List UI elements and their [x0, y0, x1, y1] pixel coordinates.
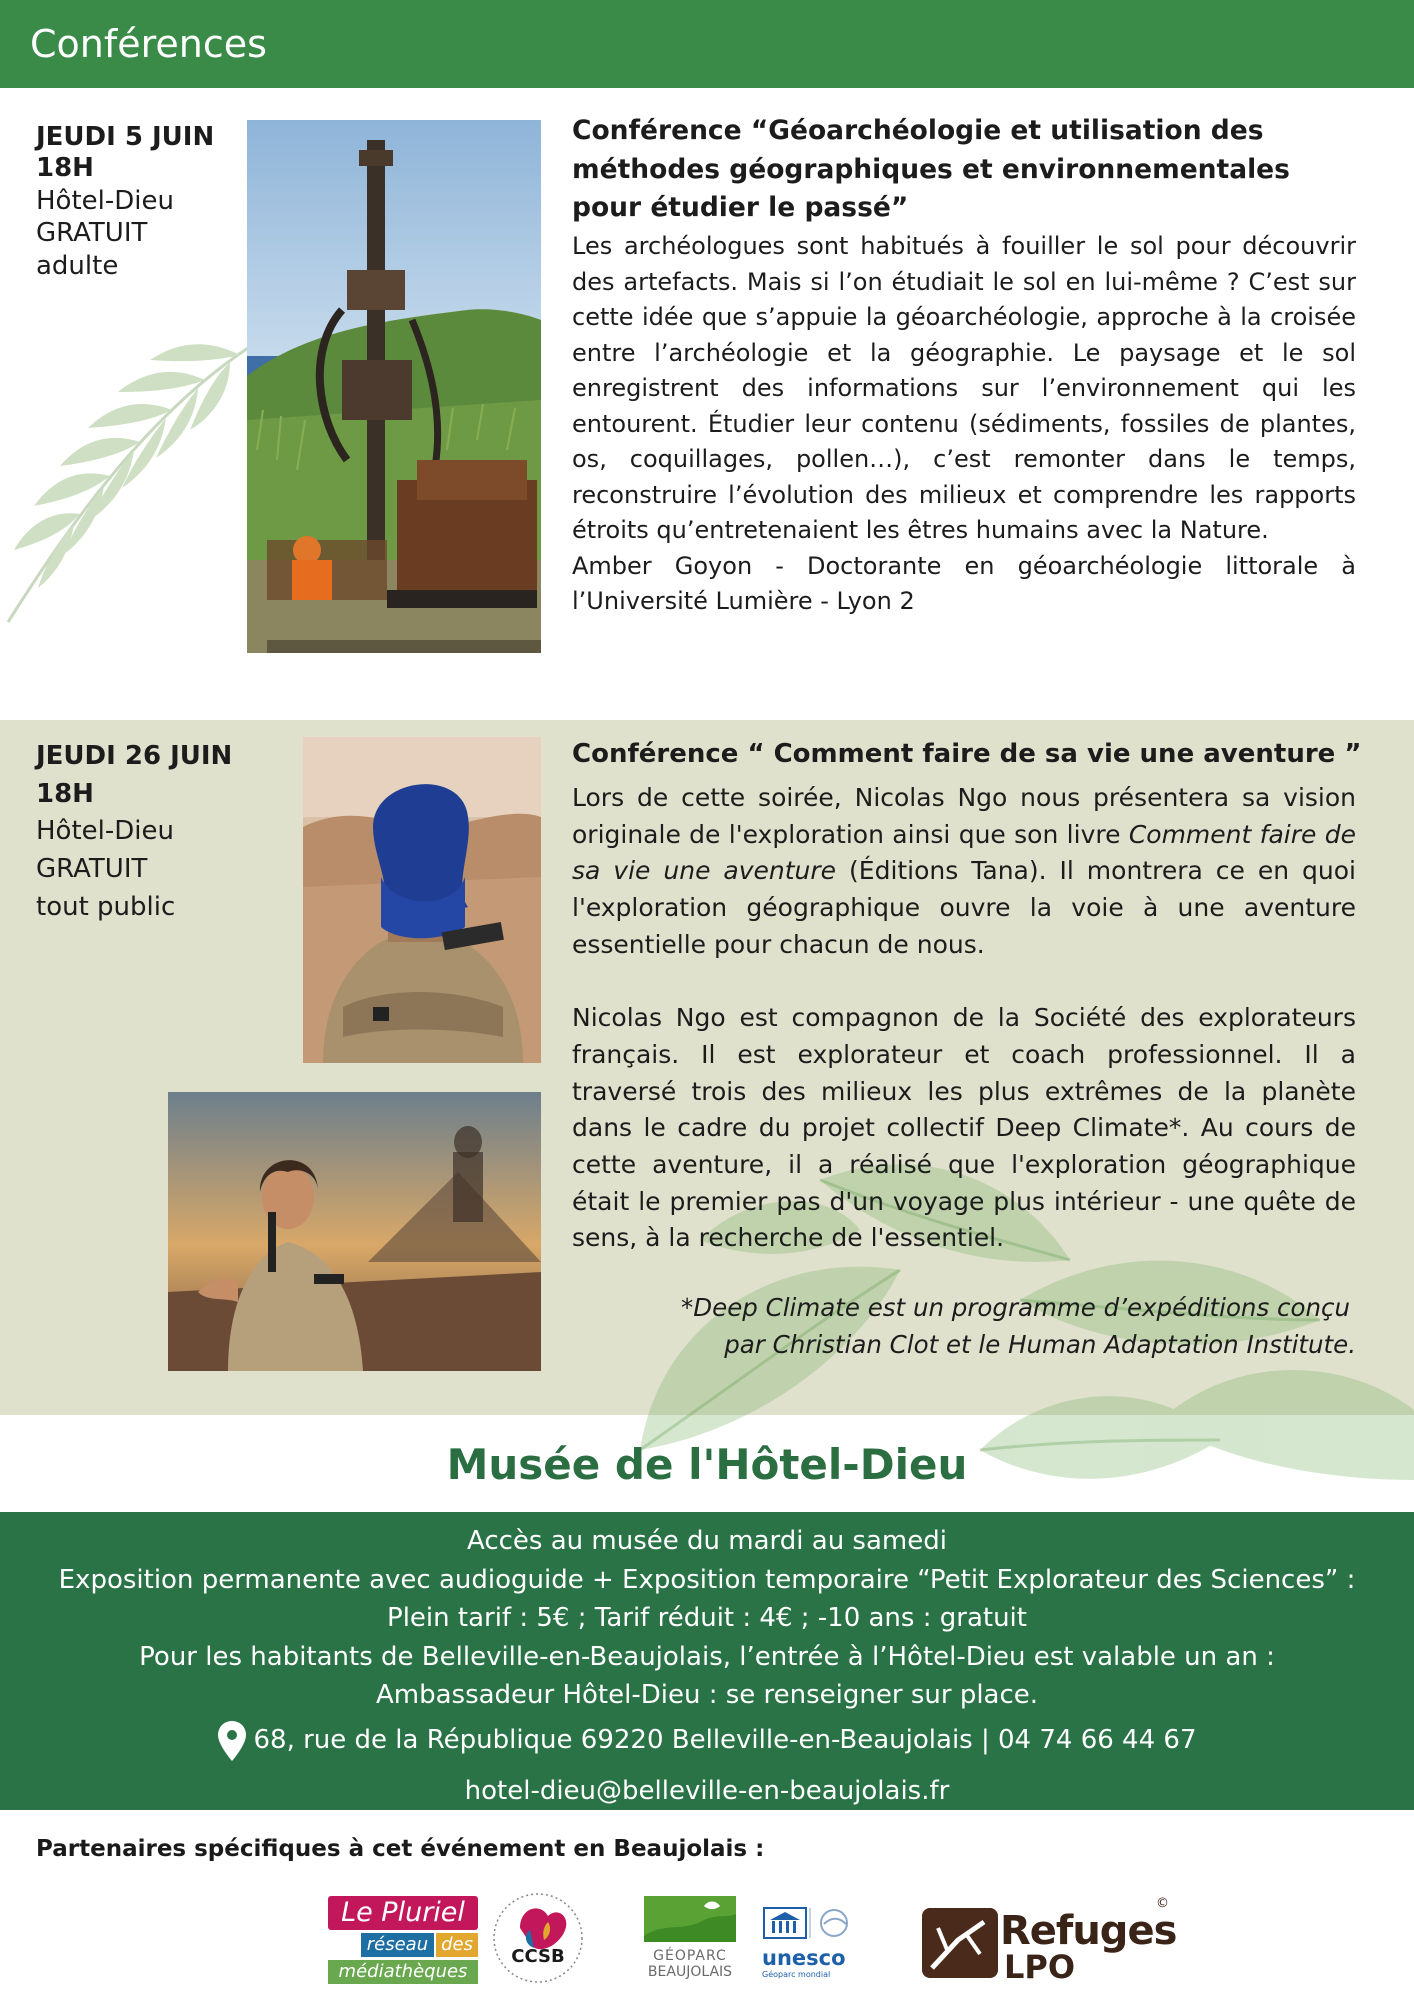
- conference1-speaker: Amber Goyon - Doctorante en géoarchéologie littorale à l’Université Lumière - Lyon 2: [572, 551, 1356, 615]
- le-pluriel-logo-title: Le Pluriel: [328, 1896, 478, 1930]
- conference1-date-block: [36, 122, 214, 284]
- conference1-title: Conférence “Géoarchéologie et utilisation des méthodes géographiques et environnementales pour étudier le passé”: [572, 115, 1290, 223]
- museum-address: 68, rue de la République 69220 Belleville-en-Beaujolais | 04 74 66 44 67: [253, 1725, 1197, 1756]
- museum-email[interactable]: hotel-dieu@belleville-en-beaujolais.fr: [464, 1776, 950, 1806]
- museum-info-line-2: Exposition permanente avec audioguide + Exposition temporaire “Petit Explorateur des Sciences” :: [58, 1564, 1356, 1595]
- explorer-portrait-photo: [303, 737, 541, 1063]
- museum-title: Musée de l'Hôtel-Dieu: [446, 1440, 968, 1489]
- header-bar: [0, 0, 1414, 88]
- museum-info-line-3: Plein tarif : 5€ ; Tarif réduit : 4€ ; -10 ans : gratuit: [387, 1603, 1027, 1633]
- le-pluriel-logo-des: des: [436, 1933, 478, 1957]
- palm-leaf-decoration: [0, 300, 260, 630]
- refuges-logo-text: Refuges: [1000, 1908, 1177, 1954]
- conference1-price: GRATUIT: [36, 217, 148, 248]
- conference2-footnote-line2: par Christian Clot et le Human Adaptation Institute.: [724, 1329, 1356, 1359]
- location-pin-icon: [218, 1721, 246, 1761]
- museum-info-line-1: Accès au musée du mardi au samedi: [467, 1526, 947, 1556]
- conference2-description: [572, 780, 1356, 1257]
- unesco-logo-text: unesco: [762, 1946, 846, 1970]
- conference1-place: Hôtel-Dieu: [36, 186, 174, 217]
- le-pluriel-logo: [328, 1896, 478, 1992]
- conference1-description: [572, 229, 1356, 620]
- page-title: Conférences: [30, 22, 267, 66]
- museum-info-line-5: Ambassadeur Hôtel-Dieu : se renseigner sur place.: [375, 1680, 1039, 1710]
- conference2-date: JEUDI 26 JUIN: [36, 741, 233, 771]
- conference2-time: 18H: [36, 778, 94, 809]
- conference1-time: 18H: [36, 153, 94, 184]
- conference1-audience: adulte: [36, 250, 119, 281]
- lpo-logo-text: LPO: [1004, 1948, 1076, 1986]
- conference2-audience: tout public: [36, 891, 176, 922]
- unesco-logo-subtitle: Géoparc mondial: [762, 1970, 831, 1979]
- geoparc-beaujolais-logo: [644, 1896, 736, 1994]
- conference2-book-title: Comment faire de sa vie une aventure: [572, 819, 1356, 886]
- museum-info-line-4: Pour les habitants de Belleville-en-Beaujolais, l’entrée à l’Hôtel-Dieu est valable un an :: [139, 1641, 1275, 1672]
- conference1-description-text: Les archéologues sont habitués à fouiller le sol pour découvrir des artefacts. Mais si l’on étudiait le sol en lui-même ? C’est sur cette idée que s’appuie la géoarchéologie, approche à la croisée entre l’archéologie et la géographie. Le paysage et le sol enregistrent des informations sur l’environnement qui les entourent. Étudier leur contenu (sédiments, fossiles de plantes, os, coquillages, pollen…), c’est remonter dans le temps, reconstruire l’évolution des milieux et comprendre les rapports étroits qu’entretenaient les êtres humains avec la Nature.: [572, 232, 1356, 544]
- unesco-logo: [762, 1906, 858, 1979]
- conference2-date-block: [36, 738, 232, 926]
- conference2-price: GRATUIT: [36, 854, 148, 885]
- conference2-place: Hôtel-Dieu: [36, 816, 174, 847]
- conference1-date: JEUDI 5 JUIN: [36, 122, 215, 152]
- conference2-paragraph1: [572, 780, 1356, 964]
- le-pluriel-logo-reseau: réseau: [361, 1933, 434, 1957]
- explorer-stage-photo: [168, 1092, 541, 1371]
- le-pluriel-logo-mediatheques: médiathèques: [328, 1960, 478, 1984]
- conference2-paragraph2: Nicolas Ngo est compagnon de la Société des explorateurs français. Il est explorateur et coach professionnel. Il a traversé trois des milieux les plus extrêmes de la planète dans le cadre du projet collectif Deep Climate*. Au cours de cette aventure, il a réalisé que l'exploration géographique était le premier pas d'un voyage plus intérieur - une quête de sens, à la recherche de l'essentiel.: [572, 1003, 1356, 1253]
- refuges-lpo-logo: [920, 1896, 1177, 1992]
- conference2-paragraph1-end: (Éditions Tana). Il montrera ce en quoi l'exploration géographique ouvre la voie à une aventure essentielle pour chacun de nous.: [572, 856, 1356, 959]
- conference2-footnote-line1: *Deep Climate est un programme d’expéditions conçu: [681, 1293, 1350, 1322]
- drilling-rig-photo: [247, 120, 541, 653]
- partners-title: Partenaires spécifiques à cet événement en Beaujolais :: [36, 1836, 765, 1862]
- geoparc-logo-line1: GÉOPARC: [653, 1948, 727, 1964]
- copyright-symbol: ©: [1156, 1896, 1169, 1911]
- conference2-title: Conférence “ Comment faire de sa vie une aventure ”: [572, 739, 1362, 769]
- ccsb-logo: [490, 1888, 586, 1988]
- geoparc-logo-line2: BEAUJOLAIS: [647, 1964, 733, 1980]
- museum-info-bar: [0, 1512, 1414, 1810]
- conference2-footnote: [572, 1290, 1356, 1363]
- conference2-paragraph1-start: Lors de cette soirée, Nicolas Ngo nous présentera sa vision originale de l'exploration ainsi que son livre: [572, 783, 1356, 849]
- museum-address-row: [218, 1721, 1197, 1761]
- ccsb-logo-text: CCSB: [511, 1946, 565, 1967]
